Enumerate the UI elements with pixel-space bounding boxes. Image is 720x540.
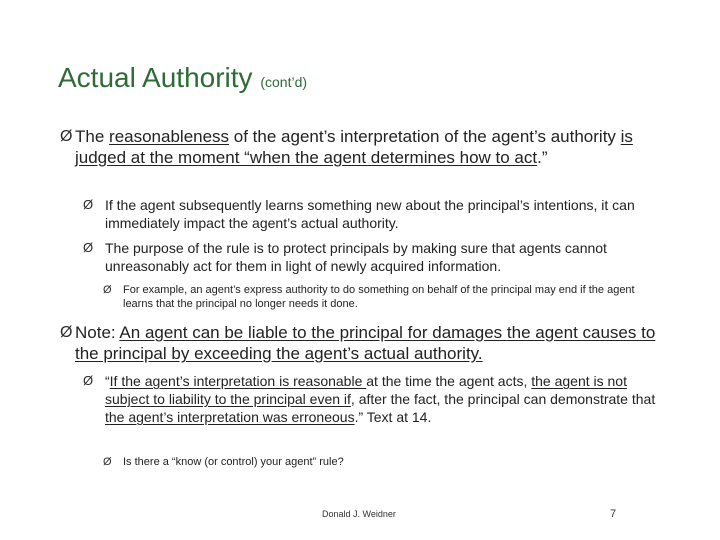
b2-underlined: An agent can be liable to the principal for damages the agent causes to the principal by exceeding the agent’s actual authority.: [75, 323, 656, 363]
bullet-1-2-1-text: For example, an agent’s express authority to do something on behalf of the principal may end if the agent learns that the principal no longer needs it done.: [123, 284, 635, 310]
bullet-2-1-1: [103, 455, 663, 469]
b2-1-underlined: the agent’s interpretation was erroneous: [105, 409, 355, 425]
bullet-2-1: [83, 372, 663, 426]
bullet-arrow-icon: Ø: [83, 373, 94, 388]
bullet-arrow-icon: Ø: [83, 240, 94, 255]
footer-author: Donald J. Weidner: [322, 509, 396, 519]
b1-underlined: reasonableness: [109, 127, 230, 146]
bullet-1-1: [83, 196, 663, 232]
b1-part: .”: [537, 148, 548, 167]
bullet-arrow-icon: Ø: [60, 128, 73, 145]
b2-part: Note:: [75, 323, 120, 342]
bullet-1-1-text: If the agent subsequently learns something new about the principal’s intentions, it can immediately impact the agent’s actual authority.: [105, 197, 635, 231]
bullet-2-text: [75, 322, 660, 364]
bullet-arrow-icon: Ø: [83, 197, 94, 212]
b2-1-part: “: [105, 373, 110, 389]
b2-1-underlined: If the agent’s interpretation is reasonable: [109, 373, 367, 389]
b2-1-part: at the time the agent acts,: [366, 373, 532, 389]
bullet-2: [60, 322, 660, 364]
b1-underlined: is judged at the moment “when the agent determines how to act: [75, 127, 633, 167]
bullet-arrow-icon: Ø: [60, 324, 73, 341]
bullet-1: [60, 126, 660, 168]
bullet-1-2-text: The purpose of the rule is to protect principals by making sure that agents cannot unreasonably act for them in light of newly acquired information.: [105, 240, 607, 274]
bullet-1-2: [83, 239, 663, 275]
page-number: 7: [610, 508, 617, 520]
title-suffix: (cont’d): [260, 74, 308, 90]
b1-part: The: [75, 127, 110, 146]
title-text: Actual Authority: [58, 62, 253, 93]
bullet-arrow-icon: Ø: [103, 284, 112, 296]
b2-1-part: .” Text at 14.: [354, 409, 432, 425]
bullet-arrow-icon: Ø: [103, 456, 112, 468]
bullet-1-2-1: [103, 283, 663, 311]
b2-1-part: , after the fact, the principal can demonstrate that: [350, 391, 656, 407]
bullet-2-1-text: [105, 372, 663, 426]
b1-part: of the agent’s interpretation of the agent’s authority: [229, 127, 621, 146]
slide-title: [58, 62, 307, 94]
b2-1-underlined: the agent is not subject to liability to the principal even if: [105, 373, 627, 407]
bullet-2-1-1-text: Is there a “know (or control) your agent” rule?: [123, 456, 344, 468]
bullet-1-text: [75, 126, 660, 168]
